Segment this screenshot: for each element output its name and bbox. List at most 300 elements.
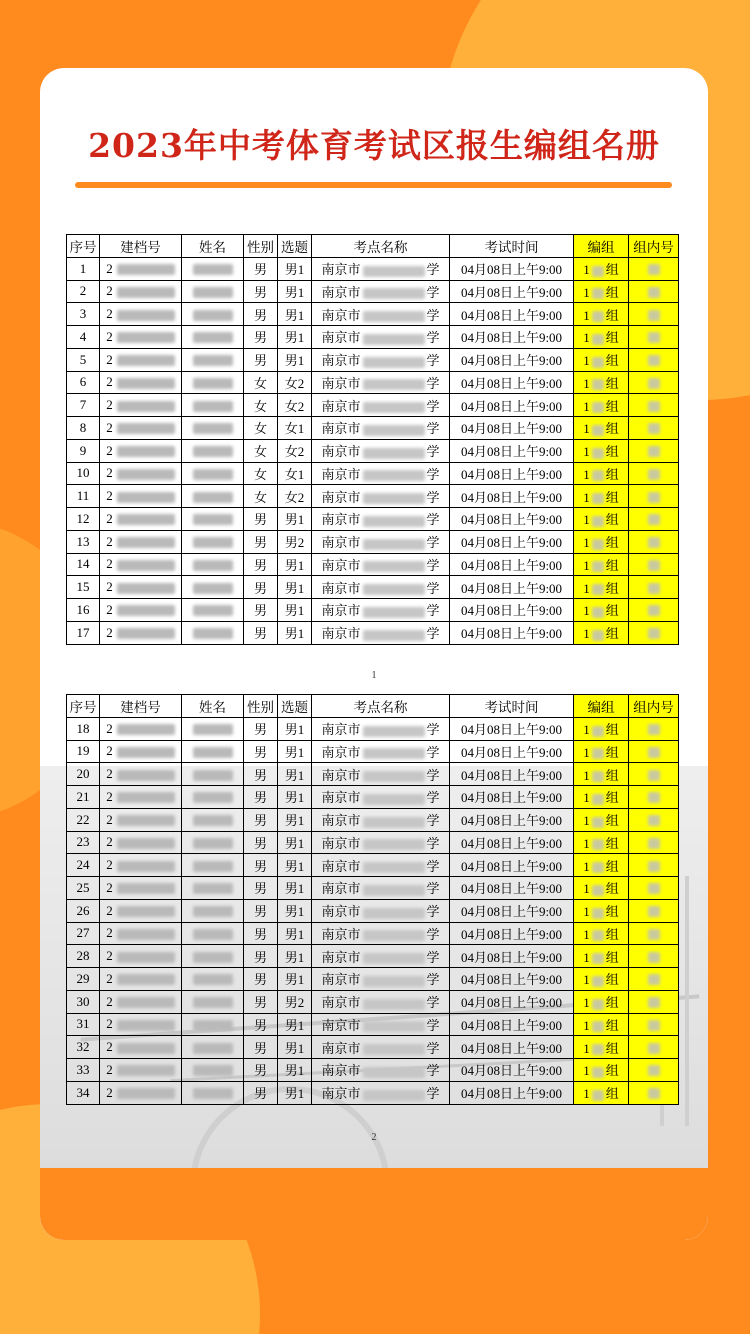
- group-prefix: 1: [583, 580, 590, 596]
- cell-gender: 女: [244, 417, 278, 440]
- site-city: 南京市: [321, 949, 361, 965]
- redacted-school: [363, 999, 425, 1010]
- file-no-prefix: 2: [106, 925, 113, 941]
- redacted-group: [592, 817, 604, 828]
- header-gender: 性别: [244, 695, 278, 718]
- cell-site: [312, 394, 450, 417]
- redacted-school: [363, 817, 425, 828]
- group-suffix: 组: [605, 375, 619, 391]
- cell-gender: 女: [244, 462, 278, 485]
- site-suffix: 学: [426, 904, 440, 920]
- cell-item: 男2: [278, 530, 312, 553]
- cell-group-no: [629, 786, 679, 809]
- cell-item: 男1: [278, 1081, 312, 1104]
- cell-group: [574, 717, 629, 740]
- cell-name: [182, 717, 244, 740]
- cell-name: [182, 763, 244, 786]
- site-city: 南京市: [321, 813, 361, 829]
- cell-group: [574, 1013, 629, 1036]
- cell-name: [182, 530, 244, 553]
- redacted-group-no: [648, 514, 660, 525]
- cell-gender: 男: [244, 1036, 278, 1059]
- redacted-file-no: [117, 861, 175, 872]
- site-suffix: 学: [426, 790, 440, 806]
- cell-file-no: [100, 394, 182, 417]
- cell-name: [182, 1059, 244, 1082]
- redacted-school: [363, 1021, 425, 1032]
- site-suffix: 学: [426, 307, 440, 323]
- cell-item: 男1: [278, 877, 312, 900]
- header-group: 编组: [574, 235, 629, 258]
- redacted-school: [363, 976, 425, 987]
- header-item: 选题: [278, 695, 312, 718]
- group-prefix: 1: [583, 262, 590, 278]
- cell-group-no: [629, 462, 679, 485]
- redacted-file-no: [117, 264, 175, 275]
- cell-group-no: [629, 576, 679, 599]
- redacted-file-no: [117, 724, 175, 735]
- redacted-group-no: [648, 815, 660, 826]
- site-city: 南京市: [321, 767, 361, 783]
- redacted-name: [193, 560, 233, 571]
- cell-name: [182, 485, 244, 508]
- header-group: 编组: [574, 695, 629, 718]
- table-row: [67, 831, 679, 854]
- cell-group: [574, 831, 629, 854]
- header-name: 姓名: [182, 695, 244, 718]
- redacted-group-no: [648, 264, 660, 275]
- cell-name: [182, 303, 244, 326]
- cell-group-no: [629, 1059, 679, 1082]
- cell-gender: 男: [244, 1013, 278, 1036]
- redacted-group-no: [648, 770, 660, 781]
- redacted-group: [592, 607, 604, 618]
- cell-file-no: [100, 348, 182, 371]
- cell-time: 04月08日上午9:00: [450, 808, 574, 831]
- cell-site: [312, 717, 450, 740]
- cell-gender: 女: [244, 485, 278, 508]
- cell-item: 男1: [278, 899, 312, 922]
- cell-group-no: [629, 280, 679, 303]
- group-suffix: 组: [605, 284, 619, 300]
- group-suffix: 组: [605, 1063, 619, 1079]
- cell-file-no: [100, 371, 182, 394]
- file-no-prefix: 2: [106, 834, 113, 850]
- cell-seq: 6: [67, 371, 100, 394]
- cell-group: [574, 854, 629, 877]
- cell-time: 04月08日上午9:00: [450, 530, 574, 553]
- cell-seq: 25: [67, 877, 100, 900]
- table-row: [67, 280, 679, 303]
- redacted-file-no: [117, 514, 175, 525]
- cell-group: [574, 348, 629, 371]
- redacted-file-no: [117, 770, 175, 781]
- redacted-file-no: [117, 747, 175, 758]
- group-prefix: 1: [583, 835, 590, 851]
- cell-group-no: [629, 599, 679, 622]
- redacted-group-no: [648, 492, 660, 503]
- cell-gender: 男: [244, 599, 278, 622]
- cell-seq: 7: [67, 394, 100, 417]
- redacted-group: [592, 630, 604, 641]
- cell-gender: 男: [244, 854, 278, 877]
- cell-site: [312, 508, 450, 531]
- site-city: 南京市: [321, 1063, 361, 1079]
- redacted-school: [363, 357, 425, 368]
- site-suffix: 学: [426, 375, 440, 391]
- cell-item: 男1: [278, 968, 312, 991]
- cell-file-no: [100, 303, 182, 326]
- site-city: 南京市: [321, 881, 361, 897]
- group-suffix: 组: [605, 881, 619, 897]
- cell-name: [182, 394, 244, 417]
- cell-file-no: [100, 508, 182, 531]
- cell-gender: 女: [244, 371, 278, 394]
- redacted-group: [592, 771, 604, 782]
- site-suffix: 学: [426, 421, 440, 437]
- cell-site: [312, 303, 450, 326]
- cell-seq: 12: [67, 508, 100, 531]
- redacted-name: [193, 1043, 233, 1054]
- cell-site: [312, 371, 450, 394]
- redacted-group: [592, 334, 604, 345]
- cell-group-no: [629, 990, 679, 1013]
- cell-file-no: [100, 257, 182, 280]
- cell-group: [574, 740, 629, 763]
- redacted-name: [193, 401, 233, 412]
- cell-gender: 男: [244, 1081, 278, 1104]
- redacted-school: [363, 839, 425, 850]
- cell-file-no: [100, 485, 182, 508]
- cell-group-no: [629, 508, 679, 531]
- redacted-group-no: [648, 469, 660, 480]
- header-gender: 性别: [244, 235, 278, 258]
- cell-site: [312, 1059, 450, 1082]
- site-suffix: 学: [426, 722, 440, 738]
- group-prefix: 1: [583, 557, 590, 573]
- redacted-group-no: [648, 724, 660, 735]
- cell-group-no: [629, 877, 679, 900]
- redacted-name: [193, 952, 233, 963]
- redacted-file-no: [117, 1065, 175, 1076]
- site-suffix: 学: [426, 1017, 440, 1033]
- file-no-prefix: 2: [106, 374, 113, 390]
- redacted-group-no: [648, 883, 660, 894]
- cell-group: [574, 899, 629, 922]
- header-seq: 序号: [67, 695, 100, 718]
- redacted-name: [193, 287, 233, 298]
- group-prefix: 1: [583, 603, 590, 619]
- cell-seq: 11: [67, 485, 100, 508]
- cell-group-no: [629, 553, 679, 576]
- cell-gender: 男: [244, 553, 278, 576]
- cell-group: [574, 394, 629, 417]
- page-number: 2: [371, 1132, 377, 1143]
- cell-site: [312, 945, 450, 968]
- group-suffix: 组: [605, 489, 619, 505]
- site-city: 南京市: [321, 603, 361, 619]
- cell-site: [312, 899, 450, 922]
- site-suffix: 学: [426, 512, 440, 528]
- redacted-school: [363, 448, 425, 459]
- cell-site: [312, 877, 450, 900]
- cell-time: 04月08日上午9:00: [450, 280, 574, 303]
- file-no-prefix: 2: [106, 351, 113, 367]
- redacted-file-no: [117, 1088, 175, 1099]
- group-prefix: 1: [583, 284, 590, 300]
- cell-time: 04月08日上午9:00: [450, 786, 574, 809]
- cell-seq: 34: [67, 1081, 100, 1104]
- cell-site: [312, 348, 450, 371]
- group-suffix: 组: [605, 744, 619, 760]
- redacted-school: [363, 630, 425, 641]
- redacted-group: [592, 839, 604, 850]
- redacted-group: [592, 266, 604, 277]
- redacted-group-no: [648, 446, 660, 457]
- redacted-group: [592, 885, 604, 896]
- cell-time: 04月08日上午9:00: [450, 576, 574, 599]
- file-no-prefix: 2: [106, 1039, 113, 1055]
- cell-file-no: [100, 530, 182, 553]
- cell-group-no: [629, 394, 679, 417]
- table-row: [67, 1081, 679, 1104]
- cell-time: 04月08日上午9:00: [450, 326, 574, 349]
- redacted-group: [592, 953, 604, 964]
- group-prefix: 1: [583, 444, 590, 460]
- table-row: [67, 326, 679, 349]
- group-prefix: 1: [583, 466, 590, 482]
- cell-name: [182, 599, 244, 622]
- table-row: [67, 808, 679, 831]
- site-suffix: 学: [426, 603, 440, 619]
- cell-group: [574, 439, 629, 462]
- file-no-prefix: 2: [106, 283, 113, 299]
- redacted-file-no: [117, 446, 175, 457]
- site-suffix: 学: [426, 262, 440, 278]
- table-row: [67, 1036, 679, 1059]
- page-title: 2023年中考体育考试区报生编组名册: [88, 126, 660, 165]
- redacted-file-no: [117, 537, 175, 548]
- cell-group: [574, 371, 629, 394]
- table-row: [67, 394, 679, 417]
- group-prefix: 1: [583, 744, 590, 760]
- cell-gender: 男: [244, 257, 278, 280]
- cell-file-no: [100, 945, 182, 968]
- cell-file-no: [100, 808, 182, 831]
- site-city: 南京市: [321, 444, 361, 460]
- redacted-school: [363, 379, 425, 390]
- cell-file-no: [100, 599, 182, 622]
- cell-item: 男1: [278, 576, 312, 599]
- redacted-file-no: [117, 974, 175, 985]
- cell-site: [312, 417, 450, 440]
- site-city: 南京市: [321, 557, 361, 573]
- cell-name: [182, 808, 244, 831]
- redacted-group: [592, 493, 604, 504]
- file-no-prefix: 2: [106, 601, 113, 617]
- redacted-name: [193, 605, 233, 616]
- cell-gender: 男: [244, 968, 278, 991]
- redacted-school: [363, 1090, 425, 1101]
- redacted-school: [363, 516, 425, 527]
- group-suffix: 组: [605, 835, 619, 851]
- group-suffix: 组: [605, 972, 619, 988]
- redacted-group-no: [648, 1065, 660, 1076]
- redacted-group: [592, 1090, 604, 1101]
- cell-name: [182, 854, 244, 877]
- cell-group: [574, 968, 629, 991]
- cell-item: 女1: [278, 417, 312, 440]
- group-suffix: 组: [605, 767, 619, 783]
- table-row: [67, 485, 679, 508]
- group-prefix: 1: [583, 398, 590, 414]
- redacted-file-no: [117, 583, 175, 594]
- redacted-name: [193, 929, 233, 940]
- file-no-prefix: 2: [106, 788, 113, 804]
- redacted-file-no: [117, 997, 175, 1008]
- redacted-group-no: [648, 401, 660, 412]
- site-city: 南京市: [321, 330, 361, 346]
- group-suffix: 组: [605, 330, 619, 346]
- table-row: [67, 945, 679, 968]
- redacted-name: [193, 378, 233, 389]
- cell-gender: 男: [244, 576, 278, 599]
- redacted-file-no: [117, 401, 175, 412]
- redacted-name: [193, 583, 233, 594]
- redacted-name: [193, 883, 233, 894]
- cell-site: [312, 530, 450, 553]
- cell-seq: 29: [67, 968, 100, 991]
- table-row: [67, 462, 679, 485]
- cell-group: [574, 786, 629, 809]
- redacted-name: [193, 838, 233, 849]
- site-city: 南京市: [321, 904, 361, 920]
- redacted-name: [193, 423, 233, 434]
- cell-group: [574, 763, 629, 786]
- cell-seq: 27: [67, 922, 100, 945]
- cell-group-no: [629, 326, 679, 349]
- table-row: [67, 553, 679, 576]
- cell-item: 男1: [278, 348, 312, 371]
- redacted-name: [193, 446, 233, 457]
- cell-gender: 男: [244, 945, 278, 968]
- redacted-school: [363, 266, 425, 277]
- redacted-group-no: [648, 929, 660, 940]
- table-row: [67, 599, 679, 622]
- file-no-prefix: 2: [106, 1061, 113, 1077]
- cell-name: [182, 877, 244, 900]
- header-group-no: 组内号: [629, 235, 679, 258]
- cell-seq: 23: [67, 831, 100, 854]
- cell-item: 男1: [278, 740, 312, 763]
- header-name: 姓名: [182, 235, 244, 258]
- cell-seq: 18: [67, 717, 100, 740]
- group-prefix: 1: [583, 926, 590, 942]
- group-prefix: 1: [583, 995, 590, 1011]
- redacted-file-no: [117, 838, 175, 849]
- cell-group: [574, 553, 629, 576]
- redacted-group-no: [648, 583, 660, 594]
- cell-gender: 男: [244, 922, 278, 945]
- file-no-prefix: 2: [106, 1084, 113, 1100]
- site-city: 南京市: [321, 489, 361, 505]
- cell-item: 男1: [278, 808, 312, 831]
- group-suffix: 组: [605, 535, 619, 551]
- cell-gender: 男: [244, 621, 278, 644]
- cell-item: 男1: [278, 257, 312, 280]
- cell-group: [574, 303, 629, 326]
- file-no-prefix: 2: [106, 766, 113, 782]
- group-suffix: 组: [605, 398, 619, 414]
- cell-group-no: [629, 740, 679, 763]
- site-suffix: 学: [426, 949, 440, 965]
- cell-group-no: [629, 371, 679, 394]
- cell-group: [574, 877, 629, 900]
- table-row: [67, 922, 679, 945]
- table-row: [67, 1013, 679, 1036]
- site-suffix: 学: [426, 1063, 440, 1079]
- file-no-prefix: 2: [106, 465, 113, 481]
- redacted-name: [193, 1088, 233, 1099]
- site-suffix: 学: [426, 626, 440, 642]
- redacted-name: [193, 1020, 233, 1031]
- cell-file-no: [100, 1081, 182, 1104]
- cell-group-no: [629, 1036, 679, 1059]
- cell-group-no: [629, 439, 679, 462]
- redacted-school: [363, 748, 425, 759]
- redacted-school: [363, 311, 425, 322]
- table-row: [67, 717, 679, 740]
- redacted-group: [592, 288, 604, 299]
- cell-site: [312, 990, 450, 1013]
- group-prefix: 1: [583, 949, 590, 965]
- cell-gender: 男: [244, 831, 278, 854]
- group-suffix: 组: [605, 926, 619, 942]
- group-prefix: 1: [583, 1040, 590, 1056]
- cell-seq: 32: [67, 1036, 100, 1059]
- file-no-prefix: 2: [106, 879, 113, 895]
- redacted-name: [193, 792, 233, 803]
- cell-gender: 男: [244, 348, 278, 371]
- cell-seq: 5: [67, 348, 100, 371]
- cell-name: [182, 740, 244, 763]
- header-site: 考点名称: [312, 695, 450, 718]
- cell-item: 男1: [278, 922, 312, 945]
- table-row: [67, 968, 679, 991]
- group-prefix: 1: [583, 1017, 590, 1033]
- cell-site: [312, 257, 450, 280]
- cell-name: [182, 831, 244, 854]
- redacted-group: [592, 976, 604, 987]
- cell-site: [312, 462, 450, 485]
- redacted-school: [363, 771, 425, 782]
- redacted-school: [363, 470, 425, 481]
- cell-item: 男1: [278, 1036, 312, 1059]
- group-suffix: 组: [605, 466, 619, 482]
- cell-name: [182, 899, 244, 922]
- cell-site: [312, 968, 450, 991]
- group-suffix: 组: [605, 626, 619, 642]
- cell-file-no: [100, 1036, 182, 1059]
- cell-item: 男1: [278, 621, 312, 644]
- group-suffix: 组: [605, 1017, 619, 1033]
- redacted-name: [193, 310, 233, 321]
- table-row: [67, 417, 679, 440]
- cell-seq: 1: [67, 257, 100, 280]
- redacted-group: [592, 726, 604, 737]
- cell-gender: 男: [244, 303, 278, 326]
- cell-group: [574, 1036, 629, 1059]
